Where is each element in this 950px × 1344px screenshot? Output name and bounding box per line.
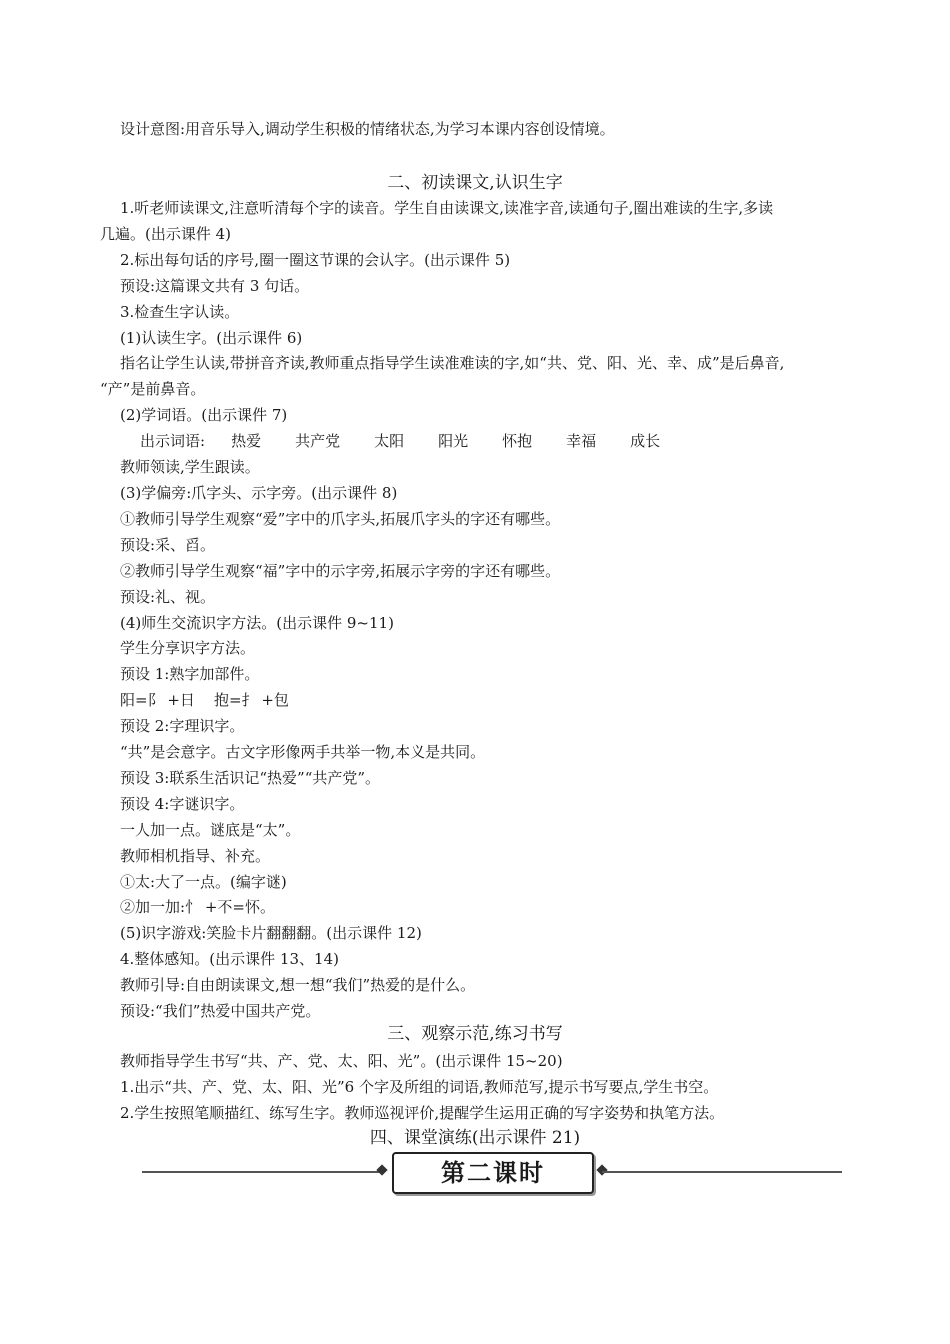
paragraph: 教师引导:自由朗读课文,想一想“我们”热爱的是什么。	[120, 976, 476, 995]
paragraph: (5)识字游戏:笑脸卡片翻翻翻。(出示课件 12)	[120, 924, 422, 943]
paragraph: 预设:采、舀。	[120, 535, 216, 554]
paragraph: (4)师生交流识字方法。(出示课件 9~11)	[120, 613, 394, 632]
divider-line	[602, 1171, 842, 1173]
paragraph: 教师指导学生书写“共、产、党、太、阳、光”。(出示课件 15~20)	[120, 1052, 563, 1070]
paragraph: 预设 1:熟字加部件。	[120, 665, 260, 684]
section-2-body	[100, 196, 865, 1025]
section-4-heading: 四、课堂演练(出示课件 21)	[369, 1128, 581, 1148]
banner-title: 第二课时	[392, 1152, 594, 1194]
paragraph: (3)学偏旁:爪字头、示字旁。(出示课件 8)	[120, 483, 398, 502]
section-3-body	[100, 1048, 865, 1126]
paragraph: 3.检查生字认读。	[120, 302, 240, 321]
paragraph: 一人加一点。谜底是“太”。	[120, 820, 301, 839]
paragraph: 2.标出每句话的序号,圈一圈这节课的会认字。(出示课件 5)	[120, 250, 511, 269]
paragraph: 指名让学生认读,带拼音齐读,教师重点指导学生读准难读的字,如“共、党、阳、光、幸、成”是后鼻音,	[120, 354, 785, 373]
paragraph: (2)学词语。(出示课件 7)	[120, 406, 288, 425]
paragraph: 4.整体感知。(出示课件 13、14)	[120, 950, 339, 969]
paragraph: 几遍。(出示课件 4)	[100, 224, 232, 243]
paragraph: 预设 2:字理识字。	[120, 717, 245, 736]
paragraph: 预设:“我们”热爱中国共产党。	[120, 1002, 321, 1021]
paragraph: 2.学生按照笔顺描红、练写生字。教师巡视评价,提醒学生运用正确的写字姿势和执笔方法。	[120, 1104, 725, 1122]
divider-diamond	[596, 1164, 607, 1175]
word: 幸福	[566, 432, 597, 451]
paragraph: 预设 4:字谜识字。	[120, 794, 245, 813]
divider-line	[142, 1171, 382, 1173]
paragraph: ②加一加:忄 +不=怀。	[120, 898, 275, 917]
paragraph: 学生分享识字方法。	[120, 639, 256, 658]
divider-diamond	[376, 1164, 387, 1175]
paragraph: 预设 3:联系生活识记“热爱”“共产党”。	[120, 768, 381, 787]
paragraph: “共”是会意字。古文字形像两手共举一物,本义是共同。	[120, 743, 486, 762]
paragraph: (1)认读生字。(出示课件 6)	[120, 328, 303, 347]
paragraph: 教师相机指导、补充。	[120, 846, 271, 865]
section-3-heading: 三、观察示范,练习书写	[387, 1024, 563, 1044]
word: 成长	[630, 432, 661, 451]
paragraph: 教师领读,学生跟读。	[120, 458, 260, 477]
word: 共产党	[295, 432, 341, 451]
word-list-label: 出示词语:	[140, 432, 206, 451]
paragraph: 阳=阝 +日 抱=扌 +包	[120, 691, 289, 710]
section-2-heading: 二、初读课文,认识生字	[387, 173, 563, 193]
word-list	[100, 429, 865, 455]
design-intent: 设计意图:用音乐导入,调动学生积极的情绪状态,为学习本课内容创设情境。	[120, 120, 615, 138]
paragraph: 1.出示“共、产、党、太、阳、光”6 个字及所组的词语,教师范写,提示书写要点,学生书空。	[120, 1078, 719, 1096]
word: 热爱	[231, 432, 262, 451]
word: 阳光	[438, 432, 469, 451]
paragraph: ②教师引导学生观察“福”字中的示字旁,拓展示字旁的字还有哪些。	[120, 561, 561, 580]
paragraph: “产”是前鼻音。	[100, 380, 206, 399]
word: 太阳	[374, 432, 405, 451]
lesson-banner	[142, 1150, 842, 1194]
paragraph: ①教师引导学生观察“爱”字中的爪字头,拓展爪字头的字还有哪些。	[120, 509, 561, 528]
paragraph: ①太:大了一点。(编字谜)	[120, 872, 287, 891]
paragraph: 预设:这篇课文共有 3 句话。	[120, 276, 310, 295]
word: 怀抱	[502, 432, 533, 451]
paragraph: 预设:礼、视。	[120, 587, 216, 606]
paragraph: 1.听老师读课文,注意听清每个字的读音。学生自由读课文,读准字音,读通句子,圈出难读的生字,多读	[120, 199, 774, 217]
